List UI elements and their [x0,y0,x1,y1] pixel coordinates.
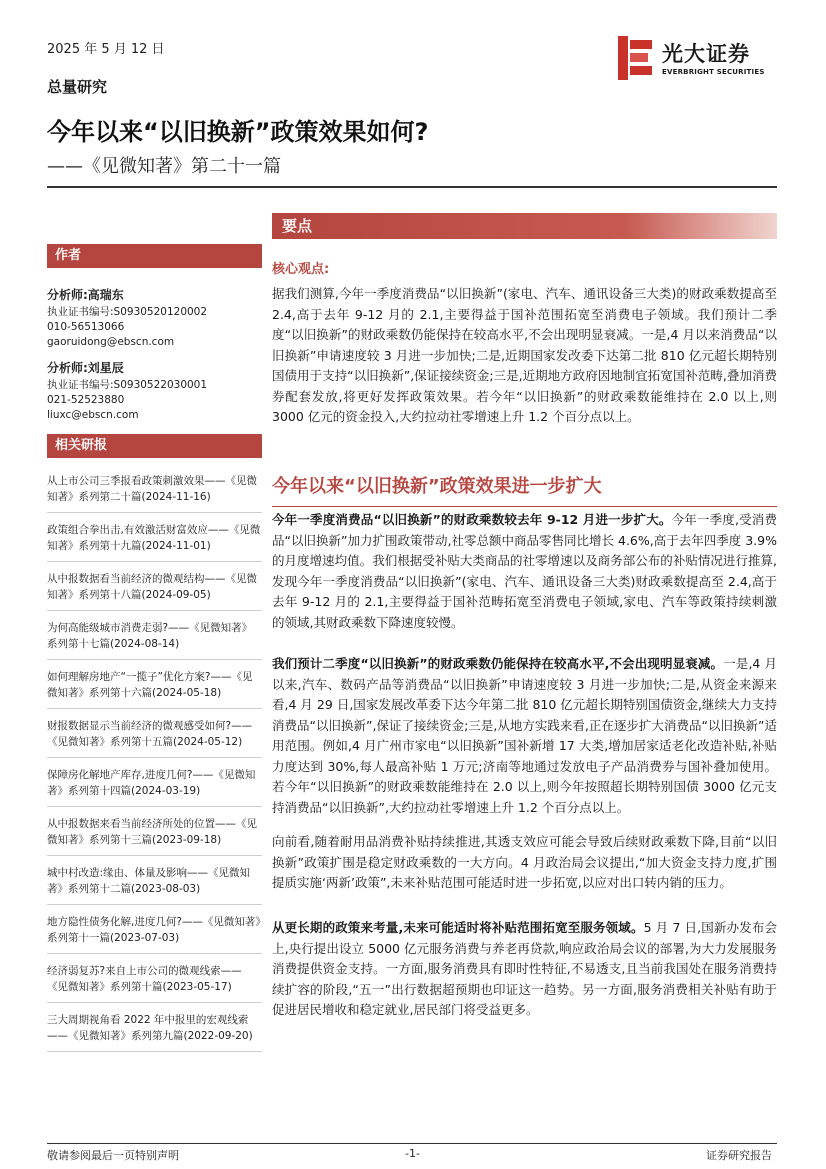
related-research-item[interactable]: 从上市公司三季报看政策刺激效果——《见微知著》系列第二十篇(2024-11-16) [47,470,262,513]
related-research-item[interactable]: 从中报数据看当前经济的微观结构——《见微知著》系列第十八篇(2024-09-05) [47,568,262,611]
report-type: 证券研究报告 [706,1149,772,1162]
paragraph-lead: 今年一季度消费品“以旧换新”的财政乘数较去年 9-12 月进一步扩大。 [272,512,672,527]
paragraph-text: 今年一季度,受消费品“以旧换新”加力扩围政策带动,社零总额中商品零售同比增长 4.6%,高于去年四季度 3.9%的月度增速均值。我们根据受补贴大类商品的社零增速以及商务部公布的补贴情况进行推算,发现今年一季度消费品“以旧换新”(家电、汽车、通讯设备三大类)财政乘数提高至 2.4,高于去年 9-12 月的 2.1,主要得益于国补范畴拓宽至消费电子领域,家电、汽车等政策持续刺激的领域,其财政乘数下降速度较慢。 [272,512,777,630]
report-category: 总量研究 [47,78,108,96]
report-date: 2025 年 5 月 12 日 [47,42,165,57]
everbright-logo-icon [618,36,654,80]
paragraph-lead: 我们预计二季度“以旧换新”的财政乘数仍能保持在较高水平,不会出现明显衰减。 [272,656,724,671]
analyst-name: 分析师:高瑞东 [47,288,124,302]
related-research-item[interactable]: 从中报数据来看当前经济所处的位置——《见微知著》系列第十三篇(2023-09-18) [47,813,262,856]
body-paragraph [272,654,777,818]
analyst-cert: 执业证书编号:S0930520120002 [47,306,208,318]
analyst-phone: 010-56513066 [47,321,125,333]
related-research-item[interactable]: 地方隐性债务化解,进度几何?——《见微知著》系列第十一篇(2023-07-03) [47,911,262,954]
company-logo [618,36,778,84]
analyst-name: 分析师:刘星辰 [47,361,124,375]
core-view-paragraph: 据我们测算,今年一季度消费品“以旧换新”(家电、汽车、通讯设备三大类)的财政乘数提高至 2.4,高于去年 9-12 月的 2.1,主要得益于国补范围拓宽至消费电子领域。我们预计二季度“以旧换新”的财政乘数仍能保持在较高水平,不会出现明显衰减。一是,4 月以来消费品“以旧换新”申请速度较 3 月进一步加快;二是,近期国家发改委下达第二批 810 亿元超长期特别国债用于支持“以旧换新”,保证接续资金;三是,近期地方政府因地制宜拓宽国补范畴,叠加消费券配套发放,将更好发挥政策效果。若今年“以旧换新”的财政乘数能维持在 2.0 以上,则 3000 亿元的资金投入,大约拉动社零增速上升 1.2 个百分点以上。 [272,286,777,424]
body-paragraph [272,918,777,1021]
paragraph-text: 一是,4 月以来,汽车、数码产品等消费品“以旧换新”申请速度较 3 月进一步加快;二是,从资金来源来看,4 月 29 日,国家发展改革委下达今年第二批 810 亿元超长期特别国债资金,继续大力支持消费品“以旧换新”,保证了接续资金;三是,从地方实践来看,正在逐步扩大消费品“以旧换新”适用范围。例如,4 月广州市家电“以旧换新”国补新增 17 大类,增加居家适老化改造补贴,补贴力度达到 30%,每人最高补贴 1 万元;济南等地通过发放电子产品消费券与国补叠加使用。若今年“以旧换新”的财政乘数能维持在 2.0 以上,则今年按照超长期特别国债 3000 亿元支持消费品“以旧换新”,大约拉动社零增速上升 1.2 个百分点以上。 [272,656,777,815]
page-subtitle: ——《见微知著》第二十一篇 [47,156,281,177]
related-research-item[interactable]: 保障房化解地产库存,进度几何?——《见微知著》系列第十四篇(2024-03-19) [47,764,262,807]
related-research-item[interactable]: 三大周期视角看 2022 年中报里的宏观线索——《见微知著》系列第九篇(2022-09-20) [47,1009,262,1052]
related-research-list [47,470,262,1058]
analyst-cert: 执业证书编号:S0930522030001 [47,379,208,391]
related-research-item[interactable]: 经济弱复苏?来自上市公司的微观线索——《见微知著》系列第十篇(2023-05-17) [47,960,262,1003]
page-title: 今年以来“以旧换新”政策效果如何? [47,118,429,146]
section-heading: 今年以来“以旧换新”政策效果进一步扩大 [272,472,777,507]
analyst-card [47,361,267,423]
paragraph-lead: 从更长期的政策来考量,未来可能适时将补贴范围拓宽至服务领域。 [272,920,644,935]
page-number: -1- [405,1147,420,1160]
paragraph-text: 5 月 7 日,国新办发布会上,央行提出设立 5000 亿元服务消费与养老再贷款,响应政治局会议的部署,为大力发展服务消费提供资金支持。一方面,服务消费具有即时性特征,不易透支,且当前我国处在服务消费持续扩容的阶段,“五一”出行数据超预期也印证这一趋势。另一方面,服务消费相关补贴有助于促进居民增收和稳定就业,居民部门将受益更多。 [272,920,778,1017]
related-research-heading: 相关研报 [47,434,262,458]
body-paragraph [272,510,777,633]
key-points-heading: 要点 [272,213,777,239]
logo-english-name: EVERBRIGHT SECURITIES [662,68,765,76]
body-paragraph: 向前看,随着耐用品消费补贴持续推进,其透支效应可能会导致后续财政乘数下降,目前“以旧换新”政策扩围是稳定财政乘数的一大方向。4 月政治局会议提出,“加大资金支持力度,扩围提质实施‘两新’政策”,未来补贴范围可能适时进一步拓宽,以应对出口转内销的压力。 [272,834,777,890]
analyst-card [47,288,267,350]
logo-chinese-name: 光大证券 [662,42,750,66]
disclaimer-note: 敬请参阅最后一页特别声明 [47,1149,179,1162]
header-divider [47,186,777,188]
related-research-item[interactable]: 政策组合拳出击,有效激活财富效应——《见微知著》系列第十九篇(2024-11-01) [47,519,262,562]
analyst-email[interactable]: gaoruidong@ebscn.com [47,336,175,348]
related-research-item[interactable]: 如何理解房地产“一揽子”优化方案?——《见微知著》系列第十六篇(2024-05-18) [47,666,262,709]
related-research-item[interactable]: 财报数据显示当前经济的微观感受如何?——《见微知著》系列第十五篇(2024-05-12) [47,715,262,758]
authors-heading: 作者 [47,244,262,268]
analyst-phone: 021-52523880 [47,394,125,406]
footer-divider [47,1143,777,1144]
related-research-item[interactable]: 为何高能级城市消费走弱?——《见微知著》系列第十七篇(2024-08-14) [47,617,262,660]
analyst-email[interactable]: liuxc@ebscn.com [47,409,139,421]
related-research-item[interactable]: 城中村改造:缘由、体量及影响——《见微知著》系列第十二篇(2023-08-03) [47,862,262,905]
core-view-label: 核心观点: [272,262,330,277]
